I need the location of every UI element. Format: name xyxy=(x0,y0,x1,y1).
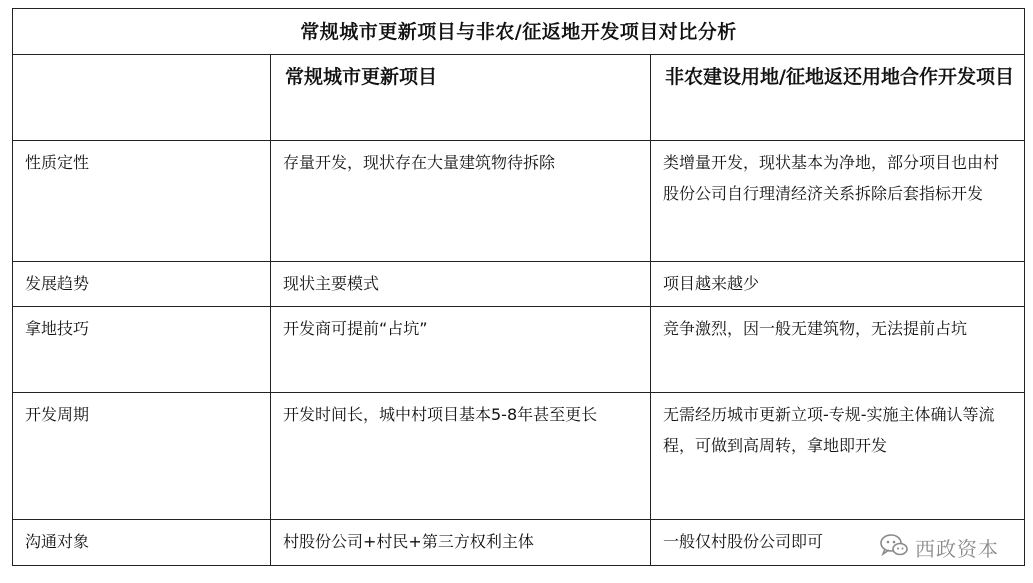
table-row xyxy=(13,519,1025,565)
cell-urban-renewal: 存量开发，现状存在大量建筑物待拆除 xyxy=(271,141,651,262)
cell-nonfarm-land: 无需经历城市更新立项-专规-实施主体确认等流程，可做到高周转，拿地即开发 xyxy=(651,392,1025,519)
watermark-text: 西政资本 xyxy=(915,537,999,561)
header-cell-empty xyxy=(13,55,271,141)
cell-urban-renewal: 开发时间长，城中村项目基本5-8年甚至更长 xyxy=(271,392,651,519)
comparison-table xyxy=(12,8,1025,566)
cell-urban-renewal: 现状主要模式 xyxy=(271,262,651,306)
cell-nonfarm-land: 项目越来越少 xyxy=(651,262,1025,306)
row-label: 拿地技巧 xyxy=(13,306,271,392)
header-cell-nonfarm-land: 非农建设用地/征地返还用地合作开发项目 xyxy=(651,55,1025,141)
watermark xyxy=(875,530,1003,565)
wechat-icon xyxy=(879,532,909,563)
table-row xyxy=(13,141,1025,262)
cell-nonfarm-land: 一般仅村股份公司即可 xyxy=(651,519,1025,565)
table-row xyxy=(13,262,1025,306)
row-label: 沟通对象 xyxy=(13,519,271,565)
cell-urban-renewal: 开发商可提前“占坑” xyxy=(271,306,651,392)
cell-nonfarm-land: 类增量开发，现状基本为净地，部分项目也由村股份公司自行理清经济关系拆除后套指标开发 xyxy=(651,141,1025,262)
table-header-row xyxy=(13,55,1025,141)
table-row xyxy=(13,392,1025,519)
row-label: 发展趋势 xyxy=(13,262,271,306)
row-label: 开发周期 xyxy=(13,392,271,519)
cell-nonfarm-land: 竞争激烈，因一般无建筑物，无法提前占坑 xyxy=(651,306,1025,392)
table-title-row xyxy=(13,9,1025,55)
header-cell-urban-renewal: 常规城市更新项目 xyxy=(271,55,651,141)
table-title: 常规城市更新项目与非农/征返地开发项目对比分析 xyxy=(13,9,1025,55)
row-label: 性质定性 xyxy=(13,141,271,262)
cell-urban-renewal: 村股份公司+村民+第三方权利主体 xyxy=(271,519,651,565)
table-row xyxy=(13,306,1025,392)
